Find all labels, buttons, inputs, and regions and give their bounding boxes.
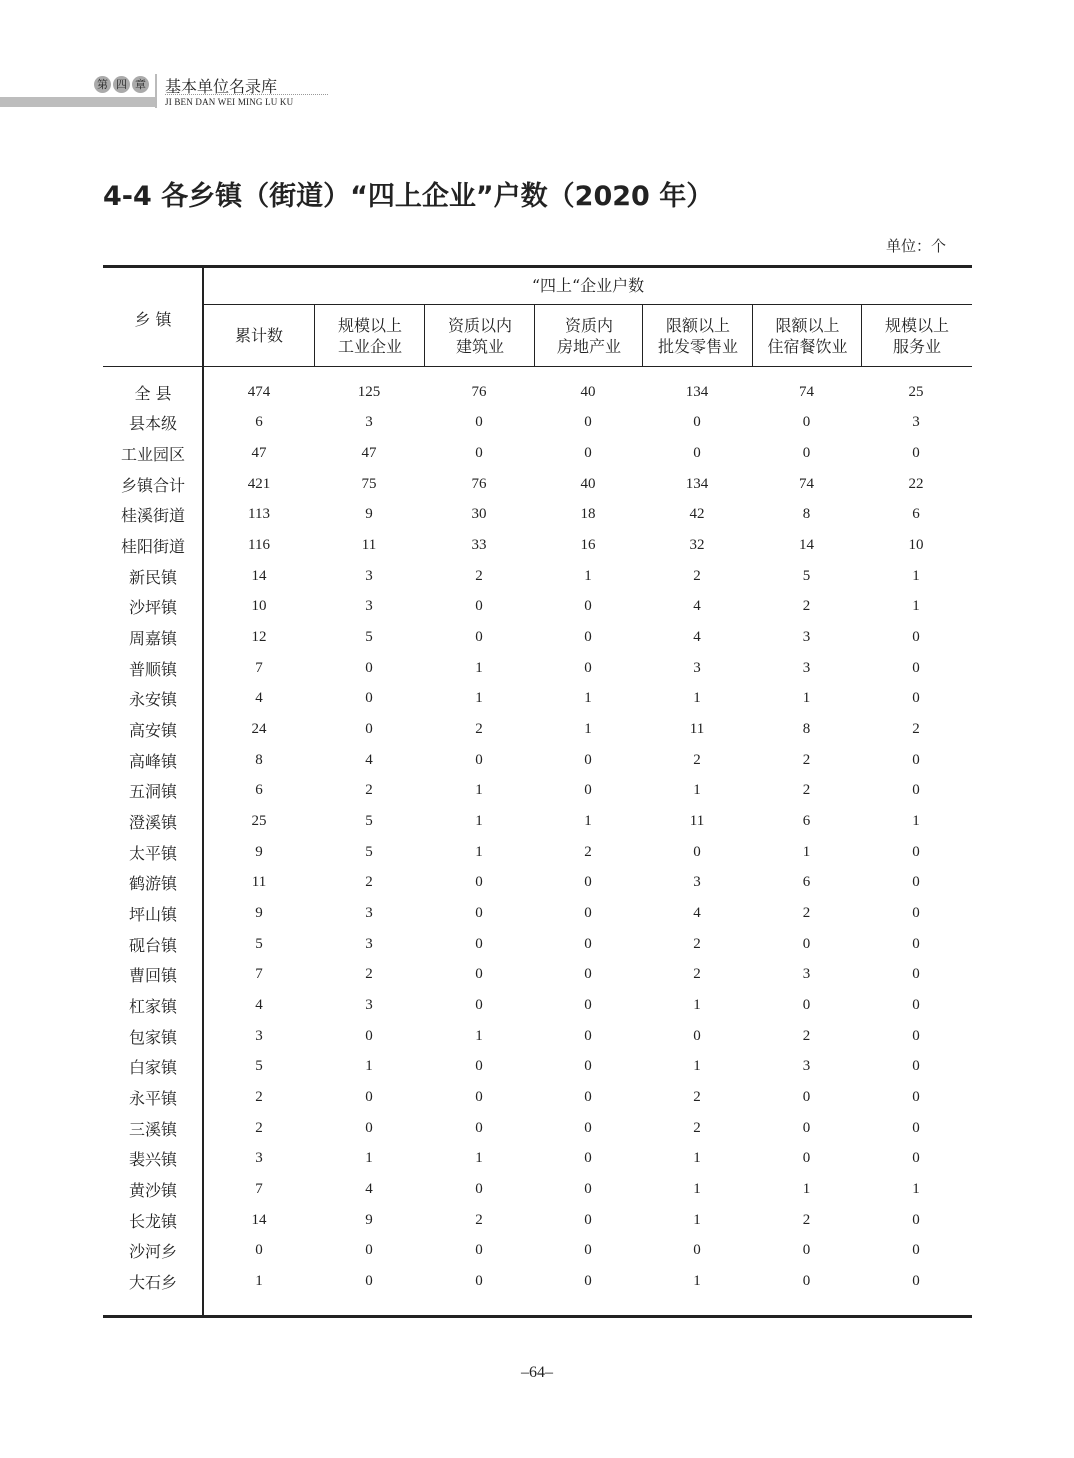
table-cell: 0 <box>365 1119 373 1136</box>
table-cell: 42 <box>689 506 705 523</box>
table-cell: 40 <box>580 383 596 400</box>
table-cell: 0 <box>912 1242 920 1259</box>
table-cell: 1 <box>584 690 592 707</box>
table-cell: 0 <box>912 445 920 462</box>
table-cell: 0 <box>912 996 920 1013</box>
table-cell: 30 <box>471 506 487 523</box>
table-cell: 4 <box>365 1180 373 1197</box>
table-cell: 0 <box>584 1119 592 1136</box>
table-cell: 0 <box>365 1088 373 1105</box>
row-name: 澄溪镇 <box>128 813 177 833</box>
table-cell: 3 <box>802 629 811 646</box>
table-cell: 0 <box>475 445 483 462</box>
table-cell: 0 <box>802 996 811 1013</box>
table-cell: 2 <box>475 721 483 738</box>
table-row <box>103 592 972 623</box>
row-name: 大石乡 <box>128 1272 177 1292</box>
table-cell: 0 <box>693 445 701 462</box>
table-cell: 0 <box>475 1119 483 1136</box>
table-cell: 0 <box>475 966 483 983</box>
table-row <box>103 438 972 469</box>
unit-label: 单位：个 <box>885 237 946 255</box>
table-cell: 3 <box>255 1150 263 1167</box>
table-cell: 0 <box>584 1027 592 1044</box>
table-row <box>103 1143 972 1174</box>
table-cell: 0 <box>475 935 483 952</box>
table-cell: 0 <box>912 1150 920 1167</box>
row-name: 太平镇 <box>128 843 177 863</box>
table-cell: 10 <box>251 598 267 615</box>
chapter-char: 第 <box>94 76 111 93</box>
table-cell: 9 <box>365 506 373 523</box>
table-row <box>103 1205 972 1236</box>
table-cell: 3 <box>365 904 373 921</box>
table-cell: 1 <box>475 782 483 799</box>
table-cell: 0 <box>584 1242 592 1259</box>
table-cell: 0 <box>693 1027 701 1044</box>
table-cell: 0 <box>475 1088 483 1105</box>
table-cell: 0 <box>584 1211 592 1228</box>
table-cell: 1 <box>693 1058 701 1075</box>
table-cell: 1 <box>693 1180 701 1197</box>
table-cell: 0 <box>584 445 592 462</box>
table-cell: 0 <box>475 904 483 921</box>
table-cell: 0 <box>584 874 592 891</box>
row-name: 砚台镇 <box>128 935 177 955</box>
table-cell: 32 <box>689 537 705 554</box>
table-cell: 4 <box>693 904 701 921</box>
table-cell: 5 <box>255 935 263 952</box>
table-cell: 3 <box>365 598 373 615</box>
table-cell: 1 <box>255 1272 263 1289</box>
table-cell: 76 <box>471 475 487 492</box>
table-cell: 1 <box>475 813 483 830</box>
table-cell: 0 <box>475 1180 483 1197</box>
page-title: 4-4 各乡镇（街道）“四上企业”户数（2020 年） <box>103 181 714 212</box>
table-cell: 0 <box>912 1272 920 1289</box>
table-cell: 3 <box>365 996 373 1013</box>
table-cell: 2 <box>802 1027 811 1044</box>
table-cell: 0 <box>584 782 592 799</box>
row-name: 桂溪街道 <box>120 506 185 526</box>
table-row <box>103 1021 972 1052</box>
table-row <box>103 806 972 837</box>
table-cell: 0 <box>802 414 811 431</box>
table-cell: 0 <box>365 690 373 707</box>
table-cell: 0 <box>912 782 920 799</box>
table-cell: 10 <box>908 537 924 554</box>
group-header: “四上“企业户数 <box>204 268 972 305</box>
row-name: 坪山镇 <box>128 904 177 924</box>
chapter-badge <box>94 76 149 93</box>
table-cell: 1 <box>693 1272 701 1289</box>
table-cell: 6 <box>255 782 263 799</box>
table-cell: 125 <box>357 383 381 400</box>
table-cell: 7 <box>255 659 263 676</box>
table-cell: 3 <box>802 966 811 983</box>
table-cell: 2 <box>365 874 373 891</box>
table-cell: 2 <box>365 966 373 983</box>
table-cell: 2 <box>802 1211 811 1228</box>
table-cell: 1 <box>912 1180 920 1197</box>
table-cell: 75 <box>361 475 377 492</box>
table-cell: 0 <box>912 1119 920 1136</box>
table-cell: 0 <box>584 1150 592 1167</box>
table-cell: 2 <box>693 1088 701 1105</box>
column-header: 累计数 <box>234 326 283 345</box>
table-cell: 0 <box>365 721 373 738</box>
row-name: 裴兴镇 <box>128 1150 177 1170</box>
table-cell: 0 <box>365 659 373 676</box>
table-cell: 5 <box>365 843 373 860</box>
table-cell: 2 <box>802 904 811 921</box>
row-name: 普顺镇 <box>128 659 177 679</box>
row-name: 黄沙镇 <box>128 1180 177 1200</box>
row-header: 乡 镇 <box>134 309 172 329</box>
table-cell: 0 <box>802 935 811 952</box>
table-row <box>103 408 972 439</box>
table-cell: 2 <box>802 598 811 615</box>
table-cell: 33 <box>471 537 487 554</box>
table-cell: 2 <box>255 1119 263 1136</box>
chapter-char: 四 <box>113 76 130 93</box>
table-cell: 3 <box>365 567 373 584</box>
table-cell: 0 <box>475 598 483 615</box>
table-cell: 0 <box>584 1180 592 1197</box>
table-cell: 25 <box>908 383 924 400</box>
table-cell: 0 <box>802 1088 811 1105</box>
table-cell: 2 <box>255 1088 263 1105</box>
table-row <box>103 1266 972 1297</box>
table-cell: 0 <box>912 1211 920 1228</box>
table-cell: 1 <box>693 1211 701 1228</box>
table-cell: 1 <box>584 721 592 738</box>
table-cell: 1 <box>693 1150 701 1167</box>
row-name: 高峰镇 <box>128 751 177 771</box>
table-cell: 1 <box>584 813 592 830</box>
row-name: 周嘉镇 <box>128 629 177 649</box>
table-cell: 0 <box>693 1242 701 1259</box>
table-cell: 0 <box>475 874 483 891</box>
table-cell: 11 <box>251 874 267 891</box>
table-cell: 4 <box>255 690 263 707</box>
table-row <box>103 1082 972 1113</box>
column-header: 规模以上 工业企业 <box>314 305 425 366</box>
table-cell: 0 <box>475 414 483 431</box>
table-cell: 2 <box>802 782 811 799</box>
table-cell: 1 <box>475 1150 483 1167</box>
table-cell: 11 <box>689 813 705 830</box>
table-cell: 0 <box>693 414 701 431</box>
table-cell: 7 <box>255 1180 263 1197</box>
table-row <box>103 990 972 1021</box>
table-cell: 25 <box>251 813 267 830</box>
table-cell: 2 <box>693 567 701 584</box>
table-cell: 2 <box>584 843 592 860</box>
table-cell: 134 <box>685 475 709 492</box>
table-cell: 0 <box>584 904 592 921</box>
table-row <box>103 959 972 990</box>
table-cell: 8 <box>802 721 811 738</box>
table-row <box>103 1051 972 1082</box>
table-cell: 0 <box>584 414 592 431</box>
table-cell: 14 <box>251 1211 267 1228</box>
table-cell: 0 <box>475 751 483 768</box>
table-cell: 0 <box>912 843 920 860</box>
table-cell: 74 <box>799 475 814 492</box>
table-row <box>103 714 972 745</box>
table-cell: 5 <box>255 1058 263 1075</box>
row-name: 高安镇 <box>128 721 177 741</box>
table-row <box>103 1174 972 1205</box>
table-row <box>103 745 972 776</box>
table-cell: 0 <box>475 996 483 1013</box>
table-cell: 0 <box>584 1058 592 1075</box>
table-cell: 0 <box>802 1119 811 1136</box>
table-row <box>103 837 972 868</box>
table-cell: 1 <box>693 690 701 707</box>
row-name: 工业园区 <box>120 445 185 465</box>
table-row <box>103 684 972 715</box>
table-cell: 3 <box>365 414 373 431</box>
table-cell: 1 <box>912 567 920 584</box>
table-cell: 3 <box>365 935 373 952</box>
row-name: 乡镇合计 <box>120 475 185 495</box>
table-cell: 6 <box>912 506 920 523</box>
column-header: 限额以上 批发零售业 <box>642 305 753 366</box>
table-cell: 0 <box>693 843 701 860</box>
table-cell: 0 <box>912 935 920 952</box>
column-header: 规模以上 服务业 <box>861 305 972 366</box>
table-cell: 6 <box>255 414 263 431</box>
row-name: 曹回镇 <box>128 966 177 986</box>
table-cell: 0 <box>584 751 592 768</box>
column-header: 资质内 房地产业 <box>534 305 643 366</box>
chapter-char: 章 <box>132 76 149 93</box>
table-cell: 0 <box>584 598 592 615</box>
table-cell: 134 <box>685 383 709 400</box>
table-cell: 113 <box>248 506 270 523</box>
table-cell: 4 <box>693 629 701 646</box>
table-cell: 9 <box>255 904 263 921</box>
header-title: 基本单位名录库 <box>165 77 278 96</box>
table-cell: 1 <box>475 843 483 860</box>
table-cell: 0 <box>584 1088 592 1105</box>
table-cell: 0 <box>584 629 592 646</box>
table-cell: 0 <box>912 874 920 891</box>
table-cell: 0 <box>912 1027 920 1044</box>
data-table <box>103 265 972 1318</box>
table-cell: 6 <box>802 813 811 830</box>
table-cell: 22 <box>908 475 924 492</box>
header-rule <box>103 366 972 367</box>
table-cell: 14 <box>251 567 267 584</box>
table-cell: 0 <box>802 445 811 462</box>
table-cell: 2 <box>693 966 701 983</box>
table-cell: 12 <box>251 629 267 646</box>
table-cell: 0 <box>912 659 920 676</box>
table-cell: 0 <box>584 659 592 676</box>
row-name: 全 县 <box>134 383 172 403</box>
table-cell: 0 <box>912 904 920 921</box>
table-cell: 2 <box>802 751 811 768</box>
table-cell: 0 <box>912 690 920 707</box>
table-cell: 1 <box>802 1180 811 1197</box>
table-cell: 0 <box>584 1272 592 1289</box>
row-name: 包家镇 <box>128 1027 177 1047</box>
table-cell: 1 <box>475 690 483 707</box>
table-cell: 9 <box>365 1211 373 1228</box>
table-cell: 4 <box>365 751 373 768</box>
table-cell: 0 <box>475 1058 483 1075</box>
table-cell: 1 <box>802 843 811 860</box>
table-cell: 0 <box>912 1088 920 1105</box>
table-row <box>103 898 972 929</box>
table-cell: 0 <box>584 935 592 952</box>
table-cell: 0 <box>365 1027 373 1044</box>
table-row <box>103 1113 972 1144</box>
table-cell: 18 <box>580 506 596 523</box>
row-name: 杠家镇 <box>128 996 177 1016</box>
table-cell: 5 <box>365 629 373 646</box>
row-name: 县本级 <box>128 414 177 434</box>
table-row <box>103 776 972 807</box>
row-name: 永安镇 <box>128 690 177 710</box>
row-name: 长龙镇 <box>128 1211 177 1231</box>
table-cell: 0 <box>255 1242 263 1259</box>
table-body <box>103 377 972 1297</box>
table-cell: 1 <box>475 659 483 676</box>
table-cell: 0 <box>475 629 483 646</box>
table-row <box>103 561 972 592</box>
table-cell: 7 <box>255 966 263 983</box>
table-cell: 1 <box>584 567 592 584</box>
table-cell: 1 <box>802 690 811 707</box>
table-cell: 1 <box>693 996 701 1013</box>
table-row <box>103 653 972 684</box>
header-divider <box>155 74 157 108</box>
table-cell: 76 <box>471 383 487 400</box>
table-cell: 47 <box>251 445 267 462</box>
table-cell: 0 <box>584 966 592 983</box>
table-cell: 116 <box>248 537 270 554</box>
table-cell: 2 <box>912 721 920 738</box>
table-cell: 6 <box>802 874 811 891</box>
table-cell: 0 <box>802 1150 811 1167</box>
table-row <box>103 530 972 561</box>
row-name: 五洞镇 <box>128 782 177 802</box>
table-cell: 0 <box>912 629 920 646</box>
table-cell: 14 <box>799 537 814 554</box>
table-cell: 1 <box>475 1027 483 1044</box>
table-cell: 0 <box>802 1272 811 1289</box>
row-name: 沙河乡 <box>128 1242 177 1262</box>
table-cell: 2 <box>365 782 373 799</box>
table-cell: 0 <box>802 1242 811 1259</box>
table-cell: 1 <box>365 1058 373 1075</box>
table-cell: 5 <box>802 567 811 584</box>
table-cell: 0 <box>475 1242 483 1259</box>
table-cell: 11 <box>361 537 377 554</box>
table-cell: 0 <box>912 751 920 768</box>
column-header: 资质以内 建筑业 <box>424 305 535 366</box>
table-cell: 3 <box>693 659 701 676</box>
table-row <box>103 622 972 653</box>
table-cell: 0 <box>365 1242 373 1259</box>
table-cell: 74 <box>799 383 814 400</box>
table-cell: 1 <box>693 782 701 799</box>
table-cell: 3 <box>255 1027 263 1044</box>
row-name: 沙坪镇 <box>128 598 177 618</box>
row-name: 桂阳街道 <box>120 537 185 557</box>
table-cell: 3 <box>802 659 811 676</box>
table-cell: 0 <box>912 966 920 983</box>
row-name: 三溪镇 <box>128 1119 177 1139</box>
table-cell: 474 <box>247 383 271 400</box>
table-cell: 4 <box>693 598 701 615</box>
table-cell: 47 <box>361 445 377 462</box>
table-cell: 1 <box>912 813 920 830</box>
table-cell: 0 <box>912 1058 920 1075</box>
table-cell: 1 <box>365 1150 373 1167</box>
table-row <box>103 377 972 408</box>
row-name: 新民镇 <box>128 567 177 587</box>
table-cell: 16 <box>580 537 596 554</box>
table-cell: 3 <box>693 874 701 891</box>
table-cell: 1 <box>912 598 920 615</box>
table-cell: 2 <box>693 1119 701 1136</box>
table-cell: 2 <box>475 1211 483 1228</box>
page-number: –64– <box>521 1364 553 1381</box>
table-cell: 8 <box>255 751 263 768</box>
table-cell: 40 <box>580 475 596 492</box>
table-cell: 5 <box>365 813 373 830</box>
table-cell: 2 <box>693 751 701 768</box>
header-dotted-rule <box>165 94 328 95</box>
table-cell: 2 <box>475 567 483 584</box>
table-cell: 3 <box>912 414 920 431</box>
row-name: 鹤游镇 <box>128 874 177 894</box>
row-name: 白家镇 <box>128 1058 177 1078</box>
table-cell: 0 <box>365 1272 373 1289</box>
table-cell: 0 <box>584 996 592 1013</box>
table-cell: 0 <box>475 1272 483 1289</box>
table-cell: 11 <box>689 721 705 738</box>
table-row <box>103 929 972 960</box>
table-cell: 2 <box>693 935 701 952</box>
table-row <box>103 500 972 531</box>
table-cell: 421 <box>247 475 271 492</box>
table-cell: 4 <box>255 996 263 1013</box>
table-row <box>103 868 972 899</box>
table-cell: 3 <box>802 1058 811 1075</box>
header-subtitle: JI BEN DAN WEI MING LU KU <box>165 97 294 107</box>
table-cell: 24 <box>251 721 267 738</box>
table-row <box>103 469 972 500</box>
column-header: 限额以上 住宿餐饮业 <box>752 305 862 366</box>
table-row <box>103 1235 972 1266</box>
table-cell: 8 <box>802 506 811 523</box>
header-bar <box>0 97 155 107</box>
row-name: 永平镇 <box>128 1088 177 1108</box>
table-cell: 9 <box>255 843 263 860</box>
